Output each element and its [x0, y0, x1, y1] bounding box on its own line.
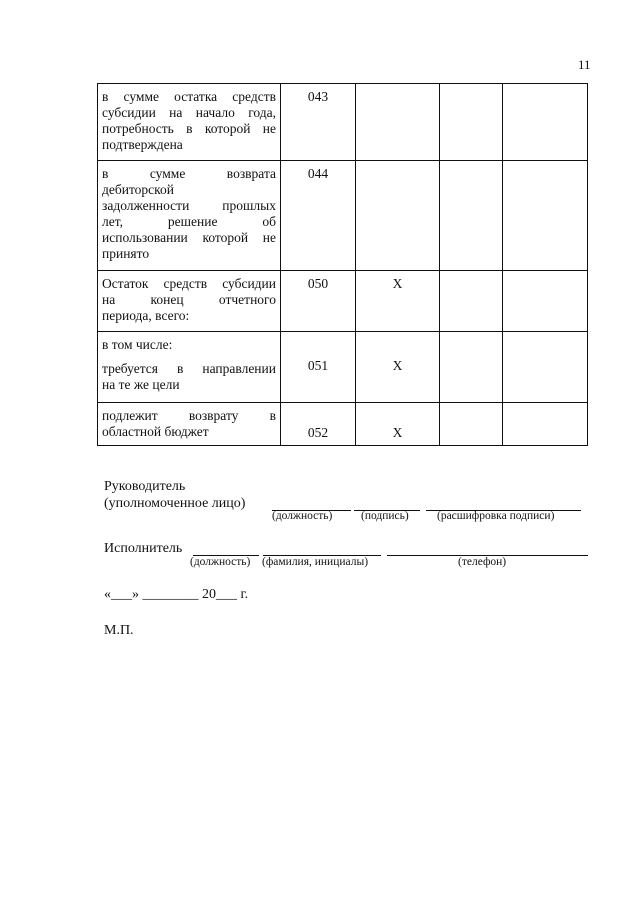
row-value-cell	[440, 84, 503, 161]
page-number: 11	[578, 57, 591, 72]
table-row	[98, 84, 588, 161]
row-value-cell	[503, 271, 588, 332]
row-value-cell: X	[356, 403, 440, 446]
executor-phone-caption: (телефон)	[458, 556, 507, 568]
row-code: 044	[281, 161, 356, 271]
row-description: в сумме остатка средств субсидии на начало года, потребность в которой не подтверждена	[98, 84, 281, 161]
row-code: 051	[281, 332, 356, 403]
row-value-cell: X	[356, 271, 440, 332]
executor-name-caption: (фамилия, инициалы)	[262, 556, 369, 568]
table-row	[98, 332, 588, 403]
row-value-cell	[440, 271, 503, 332]
row-value-cell	[440, 161, 503, 271]
executor-position-caption: (должность)	[190, 556, 251, 568]
row-code: 052	[281, 403, 356, 446]
head-sublabel: (уполномоченное лицо)	[104, 496, 246, 511]
row-value-cell	[440, 403, 503, 446]
row-description: в сумме возврата дебиторской задолженности прошлых лет, решение об использовании которой не принято	[98, 161, 281, 271]
row-value-cell	[503, 84, 588, 161]
row-code: 050	[281, 271, 356, 332]
row-description: Остаток средств субсидии на конец отчетного периода, всего:	[98, 271, 281, 332]
seal-mark: М.П.	[104, 623, 134, 638]
row-code: 043	[281, 84, 356, 161]
row-description: в том числе: требуется в направлении на те же цели	[98, 332, 281, 403]
head-decoding-caption: (расшифровка подписи)	[437, 510, 555, 522]
row-value-cell	[503, 332, 588, 403]
table-row	[98, 271, 588, 332]
head-label: Руководитель	[104, 479, 186, 494]
table-row	[98, 161, 588, 271]
row-value-cell	[440, 332, 503, 403]
row-value-cell: X	[356, 332, 440, 403]
table-row	[98, 403, 588, 446]
row-value-cell	[356, 161, 440, 271]
row-subheader: в том числе:	[102, 337, 173, 352]
row-value-cell	[503, 161, 588, 271]
date-line: «___» ________ 20___ г.	[104, 587, 249, 602]
head-position-caption: (должность)	[272, 510, 333, 522]
row-value-cell	[503, 403, 588, 446]
row-value-cell	[356, 84, 440, 161]
row-description: подлежит возврату в областной бюджет	[98, 403, 281, 446]
head-signature-caption: (подпись)	[361, 510, 409, 522]
report-table	[97, 83, 588, 446]
executor-label: Исполнитель	[104, 541, 183, 556]
